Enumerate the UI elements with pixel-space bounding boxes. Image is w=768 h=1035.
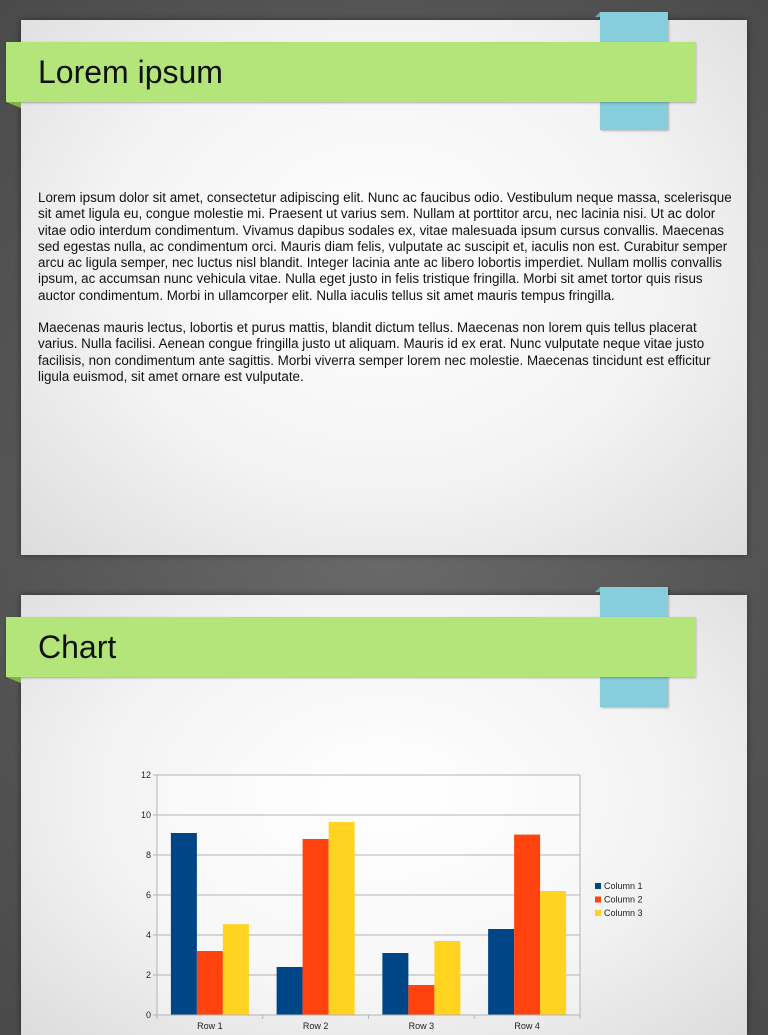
bar-chart xyxy=(21,595,747,1035)
body-paragraph: Maecenas mauris lectus, lobortis et purus mattis, blandit dictum tellus. Maecenas non lorem quis tellus placerat varius. Nulla facilisi. Aenean congue fringilla justo ut aliquam. Mauris id ex erat. Nunc vulputate neque vitae justo facilisis, non condimentum ante sagittis. Morbi viverra semper lorem nec molestie. Maecenas tincidunt est efficitur ligula euismod, sit amet ornare est vulputate. xyxy=(38,320,711,384)
body-paragraph: Lorem ipsum dolor sit amet, consectetur adipiscing elit. Nunc ac faucibus odio. Vestibulum neque massa, scelerisque sit amet ligula eu, congue molestie mi. Praesent ut varius sem. Nullam at porttitor arcu, nec lacinia nisi. Ut ac dolor vitae odio interdum condimentum. Vivamus dapibus sodales ex, vitae malesuada ipsum cursus convallis. Maecenas sed egestas nulla, ac condimentum orci. Mauris diam felis, vulputate ac suscipit et, iaculis non est. Curabitur semper arcu ac ligula semper, nec luctus nisl blandit. Integer lacinia ante ac libero lobortis imperdiet. Nullam mollis convallis ipsum, ac accumsan nunc vehicula vitae. Nulla eget justo in felis tristique fringilla. Morbi sit amet tortor quis risus auctor condimentum. Morbi in ullamcorper elit. Nulla iaculis tellus sit amet mauris tempus fringilla. xyxy=(38,190,732,303)
y-tick-label: 2 xyxy=(145,970,151,980)
bar xyxy=(329,822,355,1015)
y-tick-label: 4 xyxy=(145,930,151,940)
legend-label: Column 2 xyxy=(604,894,643,905)
bar xyxy=(488,929,514,1015)
bar xyxy=(303,839,329,1015)
bar xyxy=(514,835,540,1015)
y-tick-label: 10 xyxy=(140,810,151,820)
y-tick-label: 12 xyxy=(140,770,151,780)
x-tick-label: Row 1 xyxy=(197,1021,223,1031)
legend-swatch xyxy=(595,883,601,889)
slide-body xyxy=(38,190,733,401)
bar xyxy=(197,951,223,1015)
bar xyxy=(277,967,303,1015)
bar xyxy=(434,941,460,1015)
x-tick-label: Row 3 xyxy=(408,1021,435,1031)
legend-label: Column 3 xyxy=(604,908,643,918)
bar xyxy=(223,924,249,1015)
legend-swatch xyxy=(595,897,601,903)
bar xyxy=(171,833,197,1015)
y-tick-label: 0 xyxy=(145,1010,151,1020)
legend-swatch xyxy=(595,910,601,916)
title-banner xyxy=(6,42,696,102)
slide-1 xyxy=(21,20,747,555)
bar xyxy=(382,953,408,1015)
slide-2 xyxy=(21,595,747,1035)
slide-title: Lorem ipsum xyxy=(38,54,223,90)
bar xyxy=(408,985,434,1015)
x-tick-label: Row 4 xyxy=(514,1021,540,1031)
y-tick-label: 6 xyxy=(145,890,151,900)
slide-title: Chart xyxy=(38,629,117,665)
legend-label: Column 1 xyxy=(604,881,643,891)
x-tick-label: Row 2 xyxy=(302,1021,329,1031)
bar xyxy=(540,891,566,1015)
y-tick-label: 8 xyxy=(145,850,151,860)
